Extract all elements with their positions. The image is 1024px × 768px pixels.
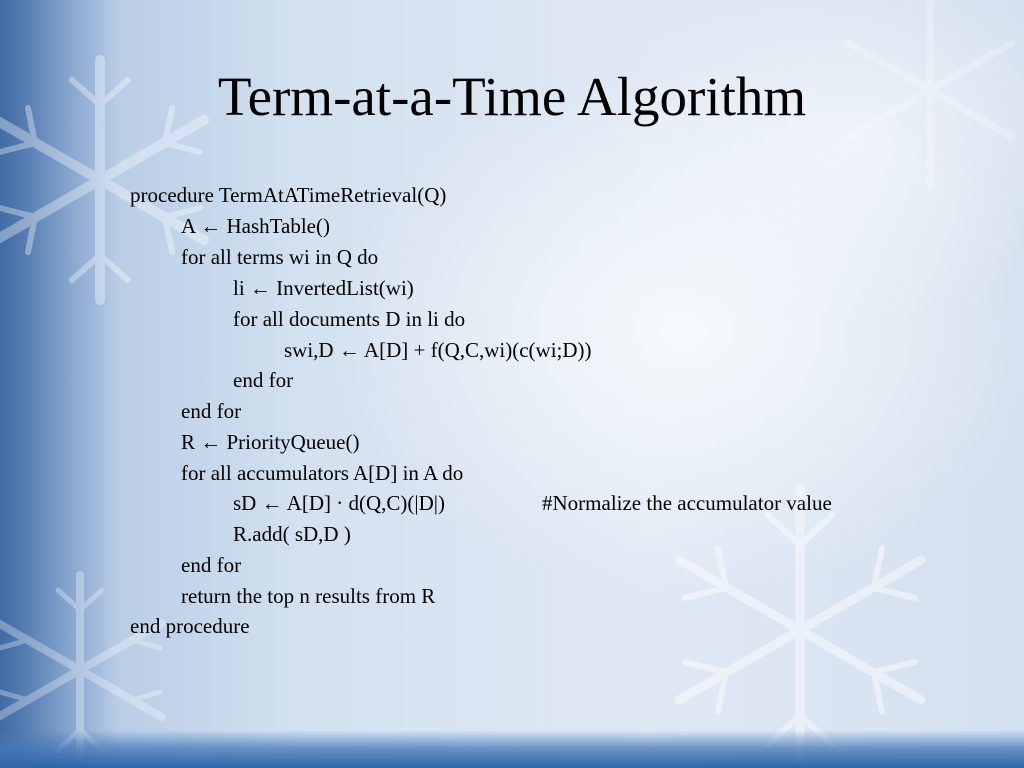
pseudocode-line-hashtable: A ← HashTable(): [181, 214, 330, 238]
pseudocode-line-end-procedure: end procedure: [130, 614, 250, 638]
pseudocode-line-for-accumulators: for all accumulators A[D] in A do: [181, 461, 464, 485]
pseudocode-line-accumulate: swi,D ← A[D] + f(Q,C,wi)(c(wi;D)): [284, 338, 592, 362]
pseudocode-comment: #Normalize the accumulator value: [542, 491, 832, 515]
pseudocode-line-add-result: R.add( sD,D ): [233, 522, 351, 546]
slide-title: Term-at-a-Time Algorithm: [217, 66, 807, 127]
bottom-decorative-band: [0, 730, 1024, 768]
pseudocode-line-normalize: sD ← A[D] · d(Q,C)(|D|): [233, 491, 445, 515]
pseudocode-line-return: return the top n results from R: [181, 584, 436, 608]
pseudocode-line-procedure: procedure TermAtATimeRetrieval(Q): [130, 183, 447, 207]
pseudocode-line-end-for-accumulators: end for: [181, 553, 242, 577]
pseudocode-line-for-documents: for all documents D in li do: [233, 307, 466, 331]
pseudocode-line-end-for-inner: end for: [233, 368, 294, 392]
pseudocode-line-end-for-outer: end for: [181, 399, 242, 423]
pseudocode-line-for-terms: for all terms wi in Q do: [181, 245, 379, 269]
pseudocode-line-priority-queue: R ← PriorityQueue(): [181, 430, 360, 454]
pseudocode-line-inverted-list: li ← InvertedList(wi): [233, 276, 414, 300]
